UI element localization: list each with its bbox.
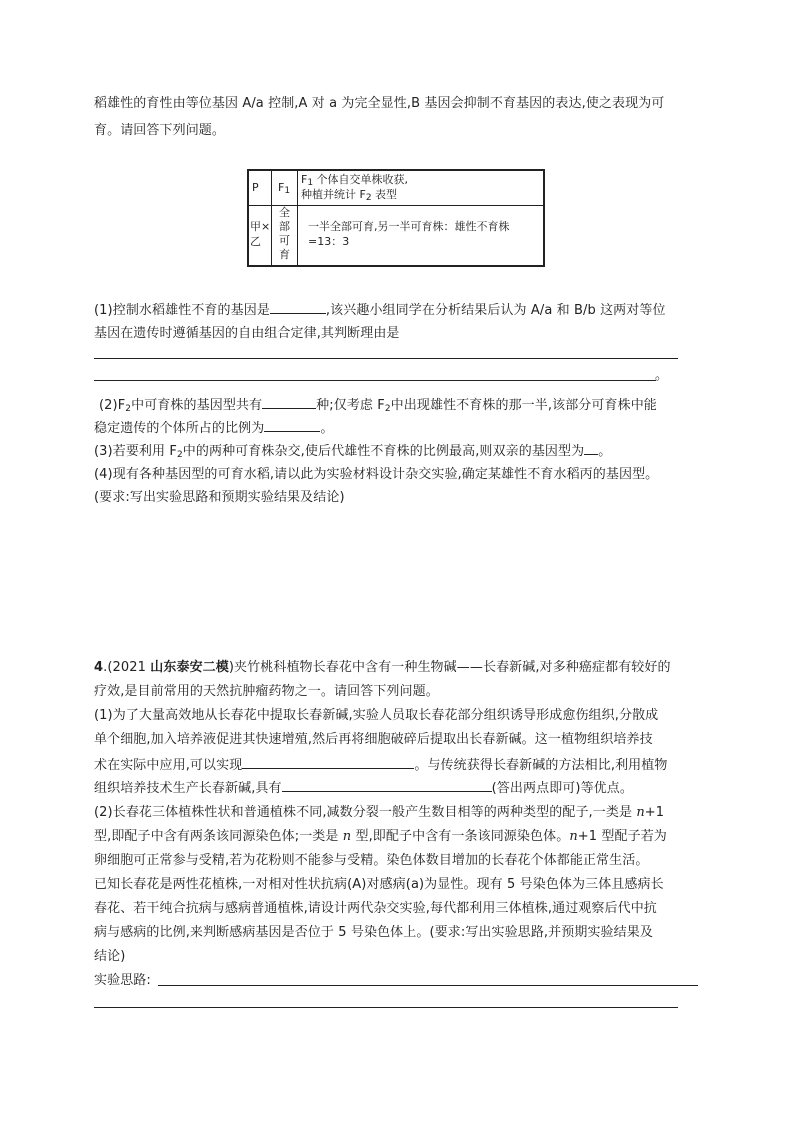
table-f1-char: 育 <box>279 248 290 261</box>
q1-line-2: 基因在遗传时遵循基因的自由组合定律,其判断理由是 <box>94 326 400 341</box>
problem-4-line-1: 4.(2021 山东泰安二模)夹竹桃科植物长春花中含有一种生物碱——长春新碱,对多种癌症都有较好的 <box>94 660 671 675</box>
answer-line <box>94 1007 678 1008</box>
q1-end-mark: 。 <box>655 368 669 383</box>
table-f2-line-1: 一半全部可育,另一半可育株：雄性不育株 <box>308 220 510 233</box>
q1-line-1: (1)控制水稻雄性不育的基因是 ,该兴趣小组同学在分析结果后认为 A/a 和 B/b 这两对等位 <box>94 299 666 321</box>
p4-s2-line-2: 型,即配子中含有两条该同源染色体;一类是 n 型,即配子中含有一条该同源染色体。n+1 型配子若为 <box>94 829 667 844</box>
p4-s1-line-2: 单个细胞,加入培养液促进其快速增殖,然后再将细胞破碎后提取出长春新碱。这一植物组织培养技 <box>94 732 653 747</box>
table-f1-char: 可 <box>279 234 290 247</box>
answer-blank <box>282 777 492 792</box>
p4-s2-line-5: 春花、若干纯合抗病与感病普通植株,请设计两代杂交实验,每代都利用三体植株,通过观察后代中抗 <box>94 901 657 916</box>
table-f1-char: 部 <box>279 220 290 233</box>
answer-blank <box>270 299 326 314</box>
experiment-idea-label: 实验思路: <box>94 973 151 988</box>
answer-blank <box>264 417 320 432</box>
p4-s2-line-7: 结论) <box>94 949 126 964</box>
p4-s1-line-4: 组织培养技术生产长春新碱,具有 (答出两点即可)等优点。 <box>94 777 633 799</box>
answer-blank <box>242 754 414 769</box>
p4-s1-line-1: (1)为了大量高效地从长春花中提取长春新碱,实验人员取长春花部分组织诱导形成愈伤组织,分散成 <box>94 708 659 723</box>
q3-line: (3)若要利用 $F_2$中的两种可育株杂交,使后代雄性不育株的比例最高,则双亲的基因型为 。 <box>94 440 611 462</box>
q4-line-1: (4)现有各种基因型的可育水稻,请以此为实验材料设计杂交实验,确定某雄性不育水稻丙的基因型。 <box>94 467 659 482</box>
intro-line-2: 育。请回答下列问题。 <box>94 123 226 138</box>
q4-line-2: (要求:写出实验思路和预期实验结果及结论) <box>94 490 345 505</box>
table-header-f1: $F_1$ <box>278 181 291 196</box>
table-f2-line-2: =13：3 <box>308 235 350 248</box>
p4-s2-line-6: 病与感病的比例,来判断感病基因是否位于 5 号染色体上。(要求:写出实验思路,并预期实验结果及 <box>94 925 653 940</box>
answer-blank <box>262 394 316 409</box>
q2-line-2: 稳定遗传的个体所占的比例为 。 <box>94 417 333 439</box>
problem-4-line-2: 疗效,是目前常用的天然抗肿瘤药物之一。请回答下列问题。 <box>94 684 439 699</box>
table-header-f2-line-1: $F_1$ 个体自交单株收获, <box>301 173 409 188</box>
table-header-f2-line-2: 种植并统计 $F_2$ 表型 <box>301 188 398 203</box>
answer-line <box>94 358 678 359</box>
answer-line <box>94 380 656 381</box>
p4-s1-line-3: 术在实际中应用,可以实现 。与传统获得长春新碱的方法相比,利用植物 <box>94 754 667 776</box>
q2-line-1: $(2)F_2$中可育株的基因型共有 种;仅考虑 $F_2$中出现雄性不育株的那一半,该部分可育株中能 <box>99 394 657 416</box>
intro-line-1: 稻雄性的育性由等位基因 A/a 控制,A 对 a 为完全显性,B 基因会抑制不育基因的表达,使之表现为可 <box>94 96 665 111</box>
table-cross-line-2: 乙 <box>250 235 261 248</box>
cross-result-table <box>247 169 545 267</box>
table-header-p: P <box>252 181 259 194</box>
table-cross-line-1: 甲× <box>250 220 271 233</box>
p4-s2-line-1: (2)长春花三体植株性状和普通植株不同,减数分裂一般产生数目相等的两种类型的配子,一类是 n+1 <box>94 805 665 820</box>
table-f1-char: 全 <box>279 206 290 219</box>
answer-line <box>158 985 698 986</box>
answer-blank <box>584 440 598 455</box>
p4-s2-line-4: 已知长春花是两性花植株,一对相对性状抗病(A)对感病(a)为显性。现有 5 号染色体为三体且感病长 <box>94 877 664 892</box>
p4-s2-line-3: 卵细胞可正常参与受精,若为花粉则不能参与受精。染色体数目增加的长春花个体都能正常生活。 <box>94 853 649 868</box>
